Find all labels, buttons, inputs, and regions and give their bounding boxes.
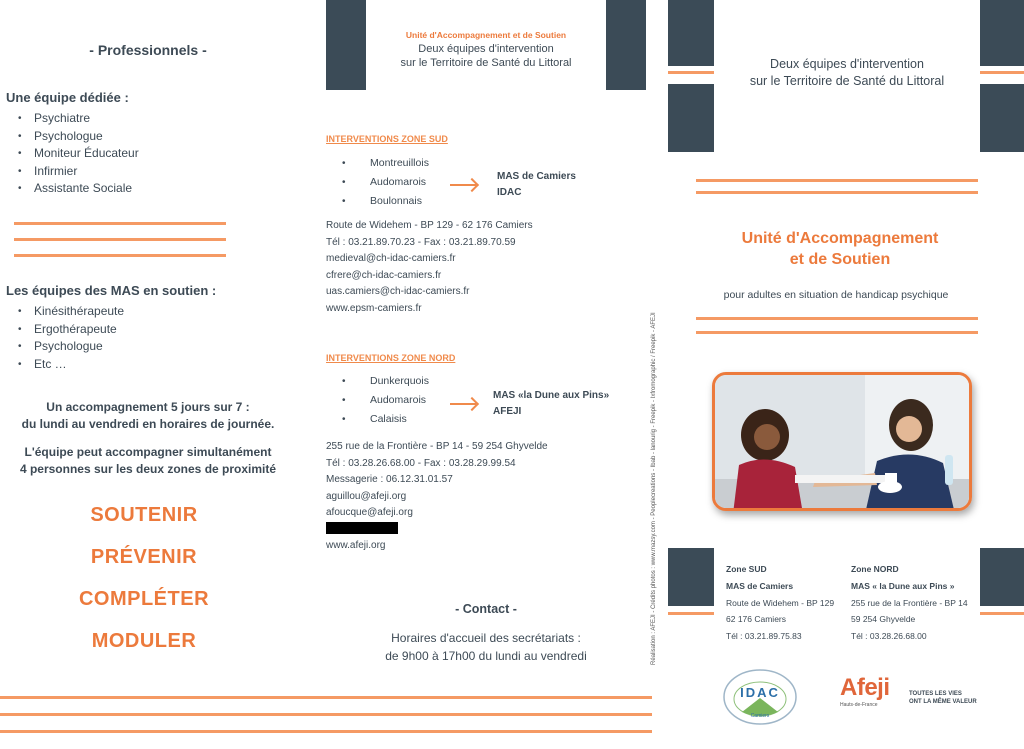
contact-hours-line: Horaires d'accueil des secrétariats : (391, 631, 581, 645)
list-item: • Boulonnais (330, 192, 470, 211)
list-item: • Ergothérapeute (6, 321, 266, 339)
mas-list (6, 303, 266, 373)
zone-card-title: Zone NORD (851, 564, 899, 574)
zone-sud-destination (497, 169, 576, 201)
capacity-text (0, 444, 296, 478)
afeji-tagline (909, 690, 977, 706)
arrow-right-icon (450, 403, 476, 405)
contact-hours (326, 629, 646, 665)
divider (696, 317, 978, 320)
photo-two-women (712, 372, 972, 511)
idac-logo (722, 668, 798, 726)
brochure-subtitle: pour adultes en situation de handicap psychique (723, 289, 949, 301)
destination-line: AFEJI (493, 406, 522, 417)
list-item: • Calaisis (330, 410, 470, 429)
divider (14, 238, 226, 241)
contact-messaging: Messagerie : 06.12.31.01.57 (326, 474, 453, 485)
navy-block (668, 548, 714, 606)
zone-sud-title: INTERVENTIONS ZONE SUD (326, 134, 448, 144)
middle-header-line: Deux équipes d'intervention (418, 43, 554, 55)
zone-card-address: Route de Widehem - BP 129 (726, 597, 835, 608)
accompaniment-text (0, 399, 296, 433)
contact-phone: Tél : 03.28.26.68.00 - Fax : 03.28.29.99.54 (326, 457, 516, 469)
middle-header-line: sur le Territoire de Santé du Littoral (400, 57, 572, 69)
navy-block (980, 84, 1024, 152)
zone-card-city: 59 254 Ghyvelde (851, 614, 916, 625)
list-item: • Audomarois (330, 391, 470, 410)
list-item: • Psychologue (6, 128, 266, 146)
afeji-tagline-line: ONT LA MÊME VALEUR (909, 699, 977, 705)
contact-address: Route de Widehem - BP 129 - 62 176 Camiers (326, 220, 533, 231)
brochure-title-line: Unité d'Accompagnement (741, 230, 939, 247)
list-item: • Montreuillois (330, 154, 470, 173)
zone-nord-areas (330, 372, 470, 429)
contact-email: aguillou@afeji.org (326, 490, 407, 502)
zone-sud-card (726, 561, 834, 645)
arrow-right-icon (450, 184, 476, 186)
idac-logo-text: IDAC (740, 685, 780, 700)
zone-card-phone: Tél : 03.28.26.68.00 (851, 631, 927, 642)
middle-header (366, 30, 606, 70)
zone-card-phone: Tél : 03.21.89.75.83 (726, 631, 802, 642)
contact-email: cfrere@ch-idac-camiers.fr (326, 269, 442, 281)
zone-card-address: 255 rue de la Frontière - BP 14 (851, 597, 968, 608)
zone-card-title: Zone SUD (726, 564, 767, 574)
divider (696, 179, 978, 182)
contact-hours-line: de 9h00 à 17h00 du lundi au vendredi (385, 649, 587, 663)
zone-sud-contacts (326, 218, 533, 317)
right-header-line: sur le Territoire de Santé du Littoral (749, 74, 945, 88)
list-item: • Audomarois (330, 173, 470, 192)
mas-title: Les équipes des MAS en soutien : (6, 283, 217, 298)
verb-moduler: MODULER (91, 630, 197, 652)
contact-phone: Tél : 03.21.89.70.23 - Fax : 03.21.89.70.59 (326, 236, 516, 248)
right-header-line: Deux équipes d'intervention (770, 57, 924, 71)
contact-website: www.afeji.org (326, 540, 386, 551)
afeji-logo (840, 676, 890, 708)
team-title: Une équipe dédiée : (6, 90, 129, 105)
verb-completer: COMPLÉTER (78, 588, 210, 610)
zone-nord-title: INTERVENTIONS ZONE NORD (326, 353, 456, 363)
list-item: • Kinésithérapeute (6, 303, 266, 321)
zone-sud-areas (330, 154, 470, 211)
destination-line: MAS de Camiers (497, 171, 576, 182)
team-list (6, 110, 266, 198)
afeji-tagline-line: TOUTES LES VIES (909, 691, 962, 697)
navy-block (980, 548, 1024, 606)
brochure-title (690, 228, 990, 270)
list-item: • Etc … (6, 356, 266, 374)
idac-logo-sub: Camiers (750, 713, 770, 719)
bottom-stripe (0, 713, 652, 716)
list-item: • Assistante Sociale (6, 180, 266, 198)
zone-card-name: MAS de Camiers (726, 580, 794, 591)
navy-block (980, 0, 1024, 66)
list-item: • Infirmier (6, 163, 266, 181)
accompaniment-line: du lundi au vendredi en horaires de journée. (21, 417, 275, 431)
contact-heading: - Contact - (455, 602, 517, 616)
navy-block (668, 84, 714, 152)
list-item: • Dunkerquois (330, 372, 470, 391)
divider (14, 254, 226, 257)
bottom-stripe (0, 730, 652, 733)
afeji-logo-text: Afeji (840, 674, 890, 701)
bottom-stripe (0, 696, 652, 699)
contact-website: www.epsm-camiers.fr (326, 302, 422, 314)
zone-nord-destination (493, 388, 609, 420)
photo-credits: Réalisation : AFEJI - Crédits photos : www.mazsy.com - Peoplecreations - Ibab - lanourig - Freepik - Ixfromographic / Freepik - AFEJI (651, 312, 657, 665)
afeji-logo-sub: Hauts-de-France (840, 702, 878, 708)
destination-line: MAS «la Dune aux Pins» (493, 390, 610, 401)
redacted-block (326, 522, 398, 534)
zone-card-city: 62 176 Camiers (726, 614, 787, 625)
accompaniment-line: Un accompagnement 5 jours sur 7 : (46, 400, 250, 414)
right-header (714, 56, 980, 90)
zone-nord-contacts (326, 439, 548, 522)
navy-block (668, 0, 714, 66)
verb-soutenir: SOUTENIR (90, 504, 198, 526)
capacity-line: 4 personnes sur les deux zones de proximité (19, 462, 277, 476)
brochure-title-line: et de Soutien (789, 251, 891, 268)
divider (696, 331, 978, 334)
verb-prevenir: PRÉVENIR (90, 546, 198, 568)
list-item: • Psychiatre (6, 110, 266, 128)
contact-address: 255 rue de la Frontière - BP 14 - 59 254 Ghyvelde (326, 441, 548, 452)
list-item: • Moniteur Éducateur (6, 145, 266, 163)
divider (696, 191, 978, 194)
professionals-heading: - Professionnels - (89, 42, 207, 58)
accent-line (980, 71, 1024, 74)
contact-email: uas.camiers@ch-idac-camiers.fr (326, 286, 470, 297)
contact-email: medieval@ch-idac-camiers.fr (326, 253, 456, 264)
zone-card-name: MAS « la Dune aux Pins » (851, 580, 955, 591)
middle-header-title: Unité d'Accompagnement et de Soutien (405, 30, 567, 40)
divider (14, 222, 226, 225)
accent-line (980, 612, 1024, 615)
navy-block (326, 0, 366, 90)
capacity-line: L'équipe peut accompagner simultanément (24, 445, 272, 459)
contact-email: afoucque@afeji.org (326, 507, 413, 518)
zone-nord-card (851, 561, 968, 645)
list-item: • Psychologue (6, 338, 266, 356)
accent-line (668, 612, 714, 615)
accent-line (668, 71, 714, 74)
destination-line: IDAC (497, 187, 522, 198)
navy-block (606, 0, 646, 90)
